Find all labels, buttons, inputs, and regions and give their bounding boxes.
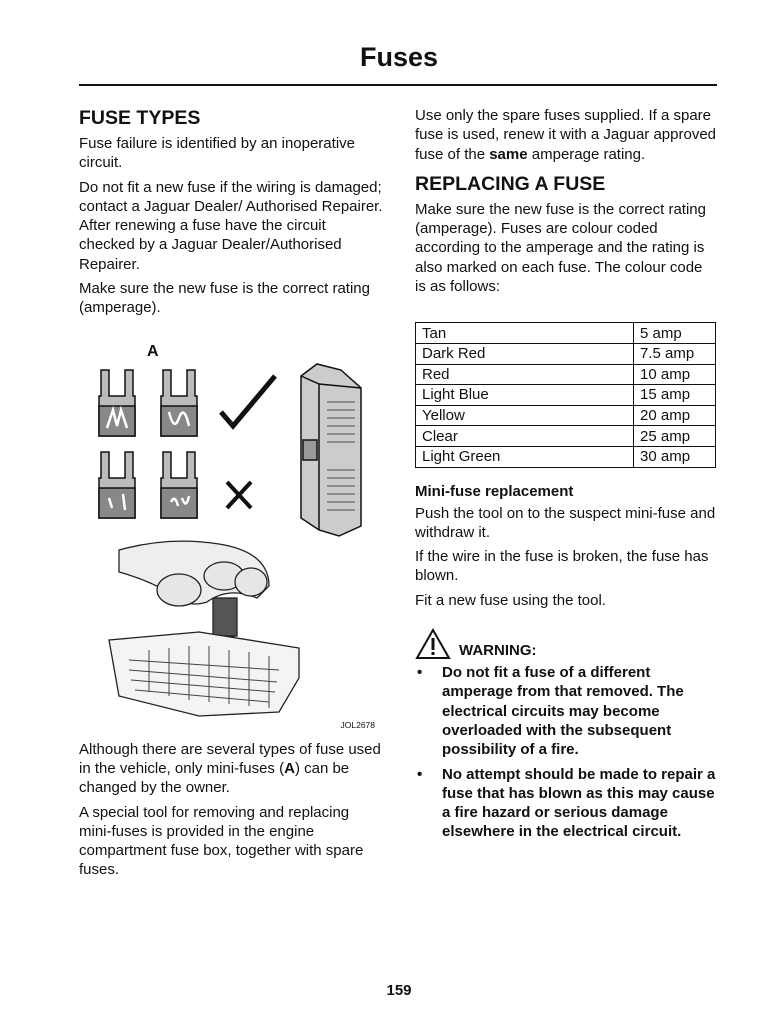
amp-cell: 20 amp <box>634 405 716 426</box>
right-column <box>415 106 717 847</box>
colour-code-table <box>415 322 716 467</box>
table-row <box>416 446 716 467</box>
colour-cell: Dark Red <box>416 343 634 364</box>
hand-with-tool-illustration <box>109 541 299 716</box>
colour-cell: Clear <box>416 426 634 447</box>
amp-cell: 7.5 amp <box>634 343 716 364</box>
amp-cell: 15 amp <box>634 385 716 406</box>
table-row <box>416 385 716 406</box>
cross-icon <box>227 482 251 508</box>
colour-cell: Light Blue <box>416 385 634 406</box>
replacing-fuse-para: Make sure the new fuse is the correct rating (amperage). Fuses are colour coded according to the amperage and the rating is also marked on each fuse. The colour code is as follows: <box>415 200 706 296</box>
colour-cell: Red <box>416 364 634 385</box>
fuse-types-heading: FUSE TYPES <box>79 107 201 129</box>
warning-label: WARNING: <box>459 642 537 660</box>
table-row <box>416 426 716 447</box>
warning-list <box>415 663 717 842</box>
amp-cell: 5 amp <box>634 323 716 344</box>
mini-fuse-para-2: If the wire in the fuse is broken, the fuse has blown. <box>415 548 709 585</box>
figure-reference-code: JOL2678 <box>340 719 375 730</box>
warning-item: • Do not fit a fuse of a different amperage from that removed. The electrical circuits may become overloaded with the subsequent possibility of a fire. <box>415 663 717 759</box>
colour-cell: Tan <box>416 323 634 344</box>
replacing-fuse-heading: REPLACING A FUSE <box>415 172 606 195</box>
page-title: Fuses <box>359 42 439 72</box>
warning-item: • No attempt should be made to repair a fuse that has blown as this may cause a fire hazard or serious damage elsewhere in the electrical circuit. <box>415 765 717 842</box>
table-row <box>416 405 716 426</box>
fuse-illustration <box>79 340 385 740</box>
fuse-types-para-1: Fuse failure is identified by an inoperative circuit. <box>79 135 355 172</box>
fuse-drawing <box>79 340 385 740</box>
title-divider <box>79 84 717 86</box>
fuse-types-para-2: Do not fit a new fuse if the wiring is damaged; contact a Jaguar Dealer/ Authorised Repairer. After renewing a fuse have the circuit checked by a Jaguar Dealer/Authorised Repairer. <box>79 178 383 273</box>
page-number: 159 <box>386 982 412 999</box>
fuse-puller-tool-icon <box>301 364 361 536</box>
amp-cell: 30 amp <box>634 446 716 467</box>
spare-fuse-para: Use only the spare fuses supplied. If a spare fuse is used, renew it with a Jaguar approved fuse of the same amperage rating. <box>415 107 717 163</box>
table-row <box>416 343 716 364</box>
figure-label: A <box>147 342 159 360</box>
mini-fuse-para-3: Fit a new fuse using the tool. <box>415 591 606 609</box>
warning-header <box>415 628 717 660</box>
mini-fuse-para-1: Push the tool on to the suspect mini-fuse and withdraw it. <box>415 504 716 541</box>
intact-fuse-icon <box>99 370 135 436</box>
table-row <box>416 323 716 344</box>
left-column <box>79 106 385 885</box>
colour-cell: Light Green <box>416 446 634 467</box>
mini-fuse-heading: Mini-fuse replacement <box>415 482 574 500</box>
blown-fuse-icon <box>161 452 197 518</box>
amp-cell: 25 amp <box>634 426 716 447</box>
table-row <box>416 364 716 385</box>
amp-cell: 10 amp <box>634 364 716 385</box>
warning-triangle-icon <box>415 628 451 660</box>
fuse-types-para-4: Although there are several types of fuse used in the vehicle, only mini-fuses (A) can be changed by the owner. <box>79 740 381 797</box>
checkmark-icon <box>221 376 275 426</box>
fuse-types-para-5: A special tool for removing and replacing mini-fuses is provided in the engine compartment fuse box, together with spare fuses. <box>79 803 364 879</box>
blown-fuse-icon <box>99 452 135 518</box>
colour-cell: Yellow <box>416 405 634 426</box>
intact-fuse-icon <box>161 370 197 436</box>
fuse-types-para-3: Make sure the new fuse is the correct rating (amperage). <box>79 280 370 317</box>
